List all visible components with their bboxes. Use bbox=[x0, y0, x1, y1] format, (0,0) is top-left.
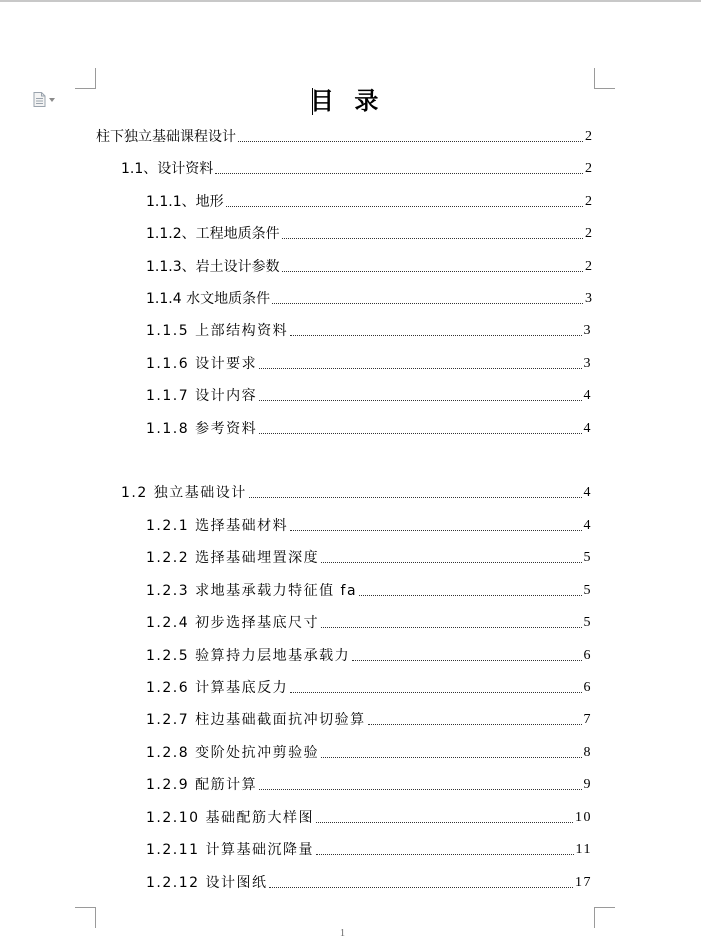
toc-entry[interactable] bbox=[146, 321, 592, 341]
toc-entry-page: 17 bbox=[575, 875, 592, 890]
toc-entry-page: 5 bbox=[583, 615, 592, 630]
toc-leader bbox=[321, 627, 581, 628]
toc-entry[interactable] bbox=[146, 808, 592, 828]
toc-entry[interactable] bbox=[146, 289, 592, 309]
toc-entry-label: 1.1.7 设计内容 bbox=[146, 388, 258, 404]
toc-entry[interactable] bbox=[96, 127, 592, 147]
toc-leader bbox=[290, 335, 581, 336]
toc-entry-page: 11 bbox=[575, 842, 592, 857]
toc-entry[interactable] bbox=[146, 840, 592, 860]
margin-corner-bottom-right bbox=[594, 907, 615, 928]
toc-entry-label: 1.2.2 选择基础埋置深度 bbox=[146, 550, 320, 566]
toc-entry-page: 2 bbox=[585, 161, 592, 176]
toc-entry[interactable] bbox=[146, 646, 592, 666]
toc-leader bbox=[269, 887, 573, 888]
toc-entry-label: 1.2.8 变阶处抗冲剪验验 bbox=[146, 745, 320, 761]
page-title: 目 录 bbox=[310, 87, 385, 115]
toc-leader bbox=[259, 433, 581, 434]
toc-entry[interactable] bbox=[146, 354, 592, 374]
toc-leader bbox=[290, 530, 581, 531]
toc-entry-page: 6 bbox=[583, 648, 592, 663]
toc-entry-label: 1.2.5 验算持力层地基承载力 bbox=[146, 648, 351, 664]
toc-entry-page: 4 bbox=[583, 485, 592, 500]
toc-entry[interactable] bbox=[121, 159, 592, 179]
toc-entry-page: 7 bbox=[583, 712, 592, 727]
toc-entry-page: 9 bbox=[583, 777, 592, 792]
toc-entry-page: 5 bbox=[583, 550, 592, 565]
toc-leader bbox=[215, 173, 583, 174]
toc-leader bbox=[226, 206, 583, 207]
toc-entry-page: 10 bbox=[575, 810, 592, 825]
toc-entry[interactable] bbox=[146, 192, 592, 212]
toc-entry[interactable] bbox=[146, 257, 592, 277]
page-top-edge bbox=[0, 0, 701, 2]
toc-entry-label: 1.2.4 初步选择基底尺寸 bbox=[146, 615, 320, 631]
toc-entry-page: 4 bbox=[583, 421, 592, 436]
toc-entry-page: 3 bbox=[585, 291, 592, 306]
toc-entry[interactable] bbox=[146, 710, 592, 730]
toc-entry[interactable] bbox=[146, 386, 592, 406]
toc-entry-label: 1.2.1 选择基础材料 bbox=[146, 518, 289, 534]
toc-leader bbox=[282, 271, 583, 272]
toc-leader bbox=[316, 854, 574, 855]
toc-entry[interactable] bbox=[146, 516, 592, 536]
toc-leader bbox=[290, 692, 581, 693]
toc-leader bbox=[249, 497, 582, 498]
toc-leader bbox=[352, 660, 581, 661]
toc-entry-page: 5 bbox=[583, 583, 592, 598]
toc-entry-page: 8 bbox=[583, 745, 592, 760]
toc-entry-label: 1.1.2、工程地质条件 bbox=[146, 226, 280, 242]
toc-entry-label: 1.2.3 求地基承载力特征值 fa bbox=[146, 583, 358, 599]
toc-entry[interactable] bbox=[146, 775, 592, 795]
toc-entry-label: 1.2.12 设计图纸 bbox=[146, 875, 268, 891]
toc-entry[interactable] bbox=[146, 419, 592, 439]
toc-leader bbox=[282, 238, 583, 239]
toc-entry-label: 1.1.8 参考资料 bbox=[146, 421, 258, 437]
toc-entry[interactable] bbox=[146, 613, 592, 633]
toc-entry[interactable] bbox=[146, 224, 592, 244]
toc-leader bbox=[272, 303, 583, 304]
margin-corner-bottom-left bbox=[75, 907, 96, 928]
toc-leader bbox=[368, 724, 582, 725]
toc-entry-page: 2 bbox=[585, 129, 592, 144]
toc-leader bbox=[259, 400, 581, 401]
toc-leader bbox=[259, 789, 581, 790]
toc-entry-label: 1.1.6 设计要求 bbox=[146, 356, 258, 372]
toc-entry-label: 柱下独立基础课程设计 bbox=[96, 129, 236, 145]
toc-entry-page: 3 bbox=[583, 323, 592, 338]
toc-entry-label: 1.1.1、地形 bbox=[146, 194, 224, 210]
toc-leader bbox=[316, 822, 573, 823]
toc-entry-label: 1.2.9 配筋计算 bbox=[146, 777, 258, 793]
toc-entry-label: 1.1.3、岩土设计参数 bbox=[146, 259, 280, 275]
toc-entry-label: 1.2.10 基础配筋大样图 bbox=[146, 810, 314, 826]
toc-entry-label: 1.2.11 计算基础沉降量 bbox=[146, 842, 314, 858]
toc-entry-page: 2 bbox=[585, 259, 592, 274]
toc-leader bbox=[321, 562, 581, 563]
toc-entry[interactable] bbox=[146, 873, 592, 893]
document-menu-button[interactable] bbox=[33, 92, 55, 107]
toc-entry-page: 6 bbox=[583, 680, 592, 695]
toc-entry-page: 4 bbox=[583, 518, 592, 533]
document-icon bbox=[33, 92, 46, 107]
toc-entry[interactable] bbox=[121, 483, 592, 503]
toc-leader bbox=[259, 368, 581, 369]
toc-entry[interactable] bbox=[146, 581, 592, 601]
toc-entry-label: 1.2 独立基础设计 bbox=[121, 485, 247, 501]
chevron-down-icon bbox=[49, 98, 55, 102]
toc-entry-page: 2 bbox=[585, 226, 592, 241]
margin-corner-top-right bbox=[594, 68, 615, 89]
toc-entry[interactable] bbox=[146, 743, 592, 763]
margin-corner-top-left bbox=[75, 68, 96, 89]
toc-entry[interactable] bbox=[146, 678, 592, 698]
toc-entry-label: 1.1.4 水文地质条件 bbox=[146, 291, 271, 307]
toc-entry-label: 1.2.7 柱边基础截面抗冲切验算 bbox=[146, 712, 366, 728]
toc-leader bbox=[359, 595, 581, 596]
toc-entry-page: 3 bbox=[583, 356, 592, 371]
toc-entry[interactable] bbox=[146, 548, 592, 568]
toc-entry-page: 4 bbox=[583, 388, 592, 403]
page-number: 1 bbox=[340, 928, 345, 939]
toc-entry-label: 1.1、设计资料 bbox=[121, 161, 214, 177]
toc-entry-page: 2 bbox=[585, 194, 592, 209]
toc-entry-label: 1.1.5 上部结构资料 bbox=[146, 323, 289, 339]
toc-entry-label: 1.2.6 计算基底反力 bbox=[146, 680, 289, 696]
toc-leader bbox=[321, 757, 581, 758]
toc-leader bbox=[238, 141, 583, 142]
